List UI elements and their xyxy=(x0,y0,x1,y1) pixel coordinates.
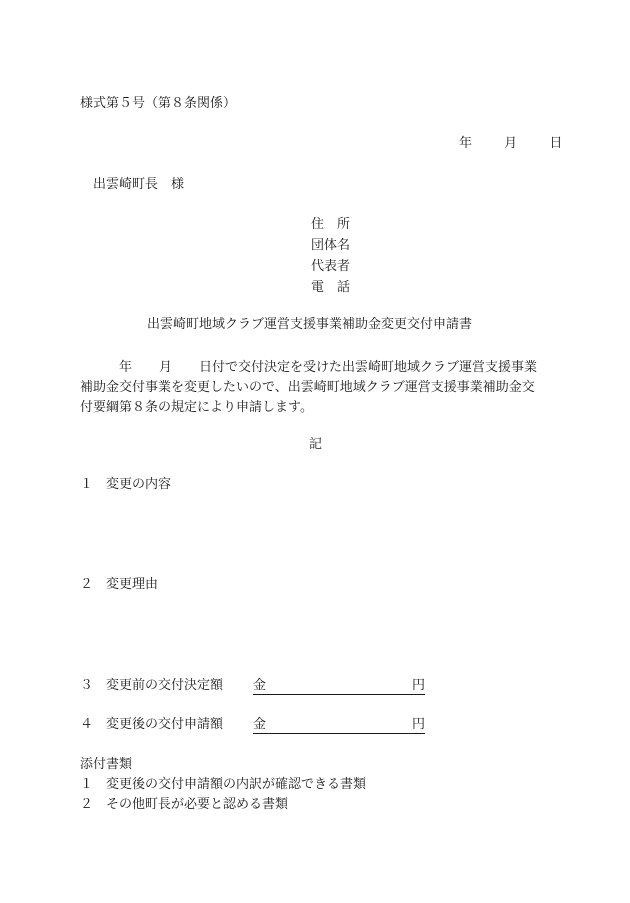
item-number: ２ xyxy=(80,577,94,592)
applicant-address-label: 住 所 xyxy=(311,217,351,232)
attachment-label: 変更後の交付申請額の内訳が確認できる書類 xyxy=(106,777,367,792)
document-title: 出雲崎町地域クラブ運営支援事業補助金変更交付申請書 xyxy=(147,317,473,332)
item-label: 変更後の交付申請額 xyxy=(106,717,224,732)
item-label: 変更の内容 xyxy=(106,477,172,492)
date-year-label: 年 xyxy=(459,136,473,151)
date-line xyxy=(459,137,562,150)
body-line-3: 付要綱第８条の規定により申請します。 xyxy=(80,400,313,415)
applicant-phone-label: 電 話 xyxy=(311,280,351,295)
new-amount-field[interactable] xyxy=(253,718,425,734)
item-new-application-amount xyxy=(80,718,223,731)
item-change-reason xyxy=(80,578,158,591)
applicant-organization-label: 団体名 xyxy=(311,238,351,253)
amount-suffix: 円 xyxy=(411,678,425,693)
applicant-block xyxy=(311,218,350,302)
attachment-number: ２ xyxy=(80,797,94,812)
form-number: 様式第５号（第８条関係） xyxy=(80,96,237,111)
item-number: １ xyxy=(80,477,94,492)
item-prior-decision-amount xyxy=(80,679,223,692)
amount-prefix: 金 xyxy=(253,678,267,693)
body-month-label: 月 xyxy=(159,360,173,375)
amount-suffix: 円 xyxy=(411,717,425,732)
attachment-label: その他町長が必要と認める書類 xyxy=(106,797,289,812)
item-label: 変更前の交付決定額 xyxy=(106,678,224,693)
body-year-label: 年 xyxy=(119,360,133,375)
applicant-representative-label: 代表者 xyxy=(311,259,351,274)
body-text xyxy=(80,358,554,418)
date-day-label: 日 xyxy=(549,136,563,151)
body-line-2: 補助金交付事業を変更したいので、出雲崎町地域クラブ運営支援事業補助金交 xyxy=(80,380,535,395)
addressee: 出雲崎町長 様 xyxy=(93,177,185,192)
item-number: ４ xyxy=(80,717,94,732)
date-month-label: 月 xyxy=(504,136,518,151)
attachment-item xyxy=(80,798,288,811)
item-number: ３ xyxy=(80,678,94,693)
amount-prefix: 金 xyxy=(253,717,267,732)
attachment-number: １ xyxy=(80,777,94,792)
ki-heading: 記 xyxy=(309,437,323,452)
prior-amount-field[interactable] xyxy=(253,679,425,695)
attachment-item xyxy=(80,778,366,791)
item-change-content xyxy=(80,478,171,491)
attachments-heading: 添付書類 xyxy=(80,757,133,772)
item-label: 変更理由 xyxy=(106,577,159,592)
body-line-1 xyxy=(80,358,554,378)
body-line-1-text: 日付で交付決定を受けた出雲崎町地域クラブ運営支援事業 xyxy=(199,360,538,375)
